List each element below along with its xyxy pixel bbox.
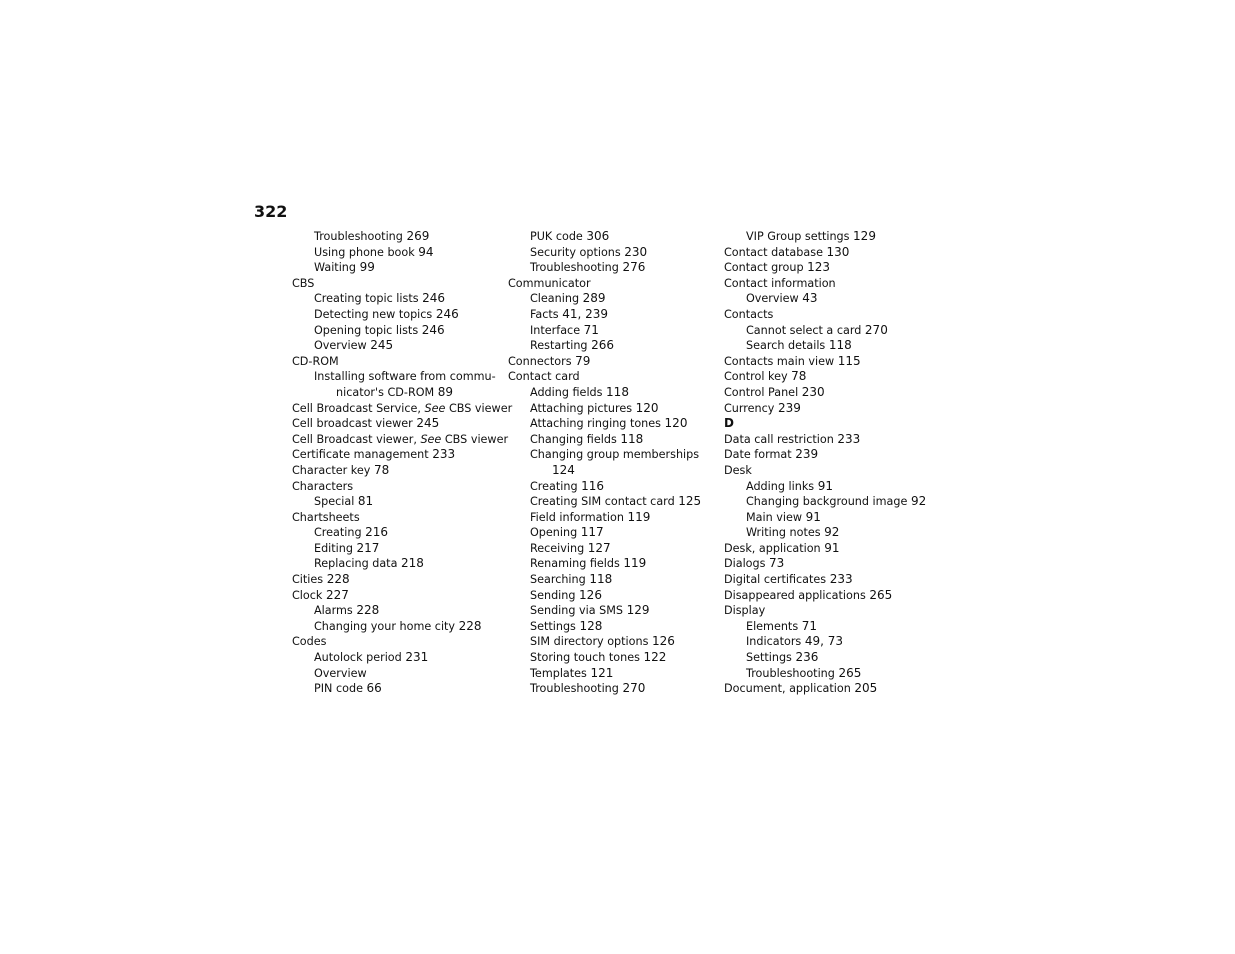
index-subentry bbox=[508, 229, 723, 245]
index-subentry bbox=[292, 556, 507, 572]
entry-term: Date format bbox=[724, 448, 792, 462]
index-subentry bbox=[508, 385, 723, 401]
entry-term: Digital certificates bbox=[724, 573, 827, 587]
index-subentry bbox=[508, 432, 723, 448]
entry-term: Changing group memberships bbox=[530, 448, 700, 462]
entry-term: Contact card bbox=[508, 370, 580, 384]
index-subentry bbox=[292, 229, 507, 245]
page-reference: 94 bbox=[418, 244, 434, 259]
index-subentry bbox=[508, 510, 723, 526]
index-entry bbox=[724, 369, 939, 385]
see-target: CBS viewer bbox=[448, 401, 513, 415]
index-subentry bbox=[292, 323, 507, 339]
entry-term: PUK code bbox=[530, 230, 583, 243]
entry-term: Waiting bbox=[314, 261, 356, 275]
entry-term: Alarms bbox=[314, 604, 353, 618]
index-subentry bbox=[508, 291, 723, 307]
entry-term: Adding links bbox=[746, 479, 815, 493]
entry-term: Connectors bbox=[508, 354, 572, 368]
page-reference: 91 bbox=[817, 478, 833, 493]
page-reference: 233 bbox=[829, 572, 853, 587]
entry-term: Facts bbox=[530, 307, 559, 321]
entry-term: Document, application bbox=[724, 682, 851, 696]
index-entry bbox=[292, 401, 513, 417]
entry-term: Autolock period bbox=[314, 651, 402, 665]
page-reference: 118 bbox=[589, 572, 613, 587]
index-subentry bbox=[292, 245, 507, 261]
page-reference: 246 bbox=[435, 306, 459, 321]
page-reference: 228 bbox=[356, 603, 380, 618]
entry-term: Desk, application bbox=[724, 541, 821, 555]
entry-term: Data call restriction bbox=[724, 432, 834, 446]
entry-term: Detecting new topics bbox=[314, 307, 433, 321]
entry-term: Troubleshooting bbox=[746, 666, 835, 680]
entry-term: Certificate management bbox=[292, 448, 429, 462]
entry-term: Character key bbox=[292, 463, 371, 477]
page-reference: 228 bbox=[326, 572, 350, 587]
page-reference: 306 bbox=[586, 229, 610, 243]
index-subentry bbox=[508, 541, 723, 557]
index-entry bbox=[292, 276, 507, 292]
index-subentry bbox=[508, 307, 723, 323]
page-reference: 121 bbox=[590, 665, 614, 680]
entry-term: Restarting bbox=[530, 339, 588, 353]
entry-term: Cleaning bbox=[530, 292, 580, 306]
page-reference: 125 bbox=[678, 494, 702, 509]
index-entry bbox=[724, 447, 939, 463]
entry-term: Opening topic lists bbox=[314, 323, 419, 337]
entry-term: Chartsheets bbox=[292, 510, 360, 524]
index-subentry bbox=[292, 307, 507, 323]
index-entry bbox=[724, 307, 939, 323]
index-entry-continuation bbox=[292, 385, 507, 401]
index-entry bbox=[724, 432, 939, 448]
index-column-3 bbox=[724, 229, 939, 697]
index-entry bbox=[724, 572, 939, 588]
entry-term: Desk bbox=[724, 463, 752, 477]
entry-term: Renaming fields bbox=[530, 557, 620, 571]
page-reference: 71 bbox=[583, 322, 599, 337]
index-subentry bbox=[724, 494, 939, 510]
page-reference: 128 bbox=[579, 618, 603, 633]
entry-term: Adding fields bbox=[530, 385, 603, 399]
see-reference: See bbox=[420, 432, 442, 446]
index-entry bbox=[292, 510, 507, 526]
index-entry bbox=[508, 369, 723, 385]
page-reference: 118 bbox=[620, 431, 644, 446]
index-subentry bbox=[508, 666, 723, 682]
entry-term: Attaching ringing tones bbox=[530, 417, 661, 431]
index-subentry bbox=[292, 603, 507, 619]
page-reference: 126 bbox=[579, 587, 602, 602]
index-entry bbox=[508, 276, 723, 292]
page-reference: 49, 73 bbox=[804, 634, 843, 649]
index-subentry bbox=[724, 338, 939, 354]
page-reference: 129 bbox=[853, 229, 876, 243]
index-entry bbox=[724, 463, 939, 479]
entry-term: Contact information bbox=[724, 276, 836, 290]
index-subentry bbox=[292, 541, 507, 557]
index-entry bbox=[292, 463, 507, 479]
entry-term: Overview bbox=[314, 339, 367, 353]
entry-term: Using phone book bbox=[314, 245, 415, 259]
page-reference: 228 bbox=[458, 618, 482, 633]
entry-term: Editing bbox=[314, 541, 353, 555]
index-subentry bbox=[508, 323, 723, 339]
index-entry bbox=[724, 588, 939, 604]
index-subentry bbox=[724, 323, 939, 339]
entry-term: Cannot select a card bbox=[746, 323, 862, 337]
index-subentry bbox=[292, 260, 507, 276]
entry-term: Troubleshooting bbox=[314, 230, 403, 243]
index-subentry bbox=[292, 494, 507, 510]
page-reference: 130 bbox=[826, 244, 850, 259]
index-subentry bbox=[724, 291, 939, 307]
page-reference: 92 bbox=[824, 525, 840, 540]
index-column-2 bbox=[508, 229, 723, 697]
index-entry bbox=[508, 354, 723, 370]
page-reference: 245 bbox=[370, 338, 394, 353]
entry-term: Codes bbox=[292, 635, 327, 649]
page-reference: 227 bbox=[325, 587, 349, 602]
page-reference: 129 bbox=[626, 603, 650, 618]
page-reference: 216 bbox=[365, 525, 389, 540]
index-entry bbox=[292, 416, 507, 432]
page-reference: 230 bbox=[624, 244, 648, 259]
entry-term: CD-ROM bbox=[292, 354, 339, 368]
entry-term: nicator's CD-ROM bbox=[336, 385, 435, 399]
page-reference: 127 bbox=[587, 540, 611, 555]
index-subentry bbox=[508, 479, 723, 495]
index-subentry bbox=[508, 588, 723, 604]
entry-term: Search details bbox=[746, 339, 826, 353]
index-subentry bbox=[508, 650, 723, 666]
index-entry bbox=[724, 603, 939, 619]
index-subentry bbox=[508, 416, 723, 432]
page-reference: 266 bbox=[591, 338, 614, 353]
index-subentry bbox=[508, 245, 723, 261]
see-reference: See bbox=[424, 401, 446, 415]
entry-term: Cell Broadcast Service, bbox=[292, 401, 425, 415]
index-entry bbox=[724, 556, 939, 572]
index-subentry bbox=[724, 634, 939, 650]
index-subentry bbox=[292, 650, 507, 666]
page-reference: 218 bbox=[401, 556, 424, 571]
entry-term: Writing notes bbox=[746, 526, 821, 540]
page-reference: 217 bbox=[356, 540, 380, 555]
entry-term: Overview bbox=[746, 292, 799, 306]
entry-term: Control key bbox=[724, 370, 788, 384]
entry-term: CBS bbox=[292, 276, 315, 290]
entry-term: Changing fields bbox=[530, 432, 617, 446]
index-subentry bbox=[508, 494, 723, 510]
index-subentry bbox=[508, 447, 723, 463]
entry-term: Currency bbox=[724, 401, 775, 415]
entry-term: Replacing data bbox=[314, 557, 398, 571]
page-reference: 66 bbox=[366, 681, 382, 696]
entry-term: Opening bbox=[530, 526, 578, 540]
index-subentry bbox=[292, 619, 507, 635]
index-entry bbox=[292, 354, 507, 370]
entry-term: Indicators bbox=[746, 635, 802, 649]
entry-term: Contacts bbox=[724, 307, 774, 321]
page-reference: 270 bbox=[864, 322, 888, 337]
entry-term: Control Panel bbox=[724, 385, 799, 399]
page-reference: 81 bbox=[357, 494, 374, 509]
index-subentry bbox=[724, 650, 939, 666]
page-reference: 123 bbox=[807, 260, 831, 275]
page-reference: 119 bbox=[627, 509, 651, 524]
index-subentry bbox=[724, 619, 939, 635]
entry-term: Characters bbox=[292, 479, 354, 493]
index-entry bbox=[292, 572, 507, 588]
page-reference: 41, 239 bbox=[562, 306, 609, 321]
index-subentry bbox=[508, 681, 723, 697]
entry-term: Attaching pictures bbox=[530, 401, 633, 415]
entry-term: Clock bbox=[292, 588, 323, 602]
page-reference: 239 bbox=[777, 400, 801, 415]
page-reference: 276 bbox=[622, 260, 646, 275]
index-entry bbox=[724, 385, 939, 401]
entry-term: Cell Broadcast viewer, bbox=[292, 432, 421, 446]
page-reference: 124 bbox=[552, 462, 575, 477]
entry-term: Changing background image bbox=[746, 495, 908, 509]
entry-term: Disappeared applications bbox=[724, 588, 866, 602]
page-reference: 265 bbox=[838, 665, 862, 680]
page-reference: 233 bbox=[837, 431, 861, 446]
index-entry bbox=[292, 588, 507, 604]
index-subentry bbox=[292, 291, 507, 307]
page-reference: 236 bbox=[795, 650, 819, 665]
index-subentry bbox=[508, 619, 723, 635]
index-entry bbox=[724, 245, 939, 261]
entry-term: Templates bbox=[530, 666, 587, 680]
entry-term: Contact database bbox=[724, 245, 823, 259]
index-subentry bbox=[508, 572, 723, 588]
entry-term: Cell broadcast viewer bbox=[292, 417, 413, 431]
page-reference: 265 bbox=[869, 587, 893, 602]
index-subentry bbox=[292, 681, 507, 697]
page-reference: 78 bbox=[791, 369, 807, 384]
entry-term: Searching bbox=[530, 573, 586, 587]
page-reference: 118 bbox=[828, 338, 852, 353]
entry-term: VIP Group settings bbox=[746, 230, 850, 243]
page-reference: 205 bbox=[854, 681, 878, 696]
index-subentry bbox=[292, 525, 507, 541]
entry-term: Creating topic lists bbox=[314, 292, 419, 306]
entry-term: Sending bbox=[530, 588, 576, 602]
page-reference: 289 bbox=[582, 291, 606, 306]
entry-term: Troubleshooting bbox=[530, 261, 619, 275]
page-number: 322 bbox=[254, 202, 288, 221]
index-entry bbox=[292, 634, 507, 650]
entry-term: SIM directory options bbox=[530, 635, 649, 649]
index-entry bbox=[724, 354, 939, 370]
entry-term: Receiving bbox=[530, 541, 585, 555]
entry-term: Field information bbox=[530, 510, 624, 524]
index-subentry bbox=[508, 556, 723, 572]
entry-term: Cities bbox=[292, 573, 324, 587]
page-reference: 119 bbox=[623, 556, 647, 571]
page-reference: 79 bbox=[575, 353, 591, 368]
page-reference: 115 bbox=[837, 353, 861, 368]
index-entry bbox=[724, 681, 939, 697]
index-subentry bbox=[724, 479, 939, 495]
index-entry-continuation bbox=[508, 463, 723, 479]
index-subentry bbox=[508, 401, 723, 417]
see-target: CBS viewer bbox=[444, 432, 509, 446]
page-reference: 245 bbox=[416, 416, 440, 431]
entry-term: Troubleshooting bbox=[530, 682, 619, 696]
entry-term: Creating SIM contact card bbox=[530, 495, 675, 509]
page-reference: 239 bbox=[795, 447, 819, 462]
index-subentry bbox=[292, 369, 507, 385]
index-subentry bbox=[508, 634, 723, 650]
index-entry bbox=[292, 479, 507, 495]
index-entry bbox=[724, 541, 939, 557]
page-reference: 91 bbox=[805, 509, 821, 524]
entry-term: Interface bbox=[530, 323, 581, 337]
index-entry bbox=[724, 401, 939, 417]
index-subentry bbox=[508, 525, 723, 541]
index-subentry bbox=[724, 666, 939, 682]
index-column-1 bbox=[292, 229, 513, 697]
index-subentry bbox=[724, 525, 939, 541]
page-reference: 230 bbox=[801, 384, 825, 399]
entry-term: Sending via SMS bbox=[530, 604, 624, 618]
entry-term: Contacts main view bbox=[724, 354, 835, 368]
page-reference: 231 bbox=[405, 650, 429, 665]
entry-term: Changing your home city bbox=[314, 619, 456, 633]
entry-term: Special bbox=[314, 495, 355, 509]
page-reference: 126 bbox=[651, 634, 675, 649]
page-reference: 71 bbox=[801, 618, 817, 633]
entry-term: Settings bbox=[746, 651, 792, 665]
page-reference: 120 bbox=[664, 416, 688, 431]
page-reference: 116 bbox=[581, 478, 605, 493]
index-subentry bbox=[724, 229, 939, 245]
entry-term: Security options bbox=[530, 245, 621, 259]
entry-term: Creating bbox=[314, 526, 362, 540]
index-subentry bbox=[292, 338, 507, 354]
page-reference: 270 bbox=[622, 681, 646, 696]
index-subentry bbox=[508, 338, 723, 354]
page-reference: 92 bbox=[910, 494, 927, 509]
page-reference: 73 bbox=[769, 556, 785, 571]
entry-term: Elements bbox=[746, 619, 799, 633]
entry-term: Creating bbox=[530, 479, 578, 493]
page-reference: 246 bbox=[422, 291, 446, 306]
page-reference: 233 bbox=[432, 447, 456, 462]
entry-term: Contact group bbox=[724, 261, 804, 275]
entry-term: Main view bbox=[746, 510, 803, 524]
page-reference: 118 bbox=[606, 384, 629, 399]
entry-term: Display bbox=[724, 604, 766, 618]
page-reference: 117 bbox=[580, 525, 604, 540]
page-reference: 122 bbox=[643, 650, 667, 665]
index-subentry bbox=[724, 510, 939, 526]
section-letter: D bbox=[724, 416, 734, 431]
entry-term: Storing touch tones bbox=[530, 651, 640, 665]
page-reference: 91 bbox=[824, 540, 840, 555]
index-subentry bbox=[292, 666, 507, 682]
entry-term: Installing software from commu- bbox=[314, 370, 496, 384]
page-reference: 99 bbox=[359, 260, 375, 275]
index-entry bbox=[724, 276, 939, 292]
index-entry bbox=[292, 432, 507, 448]
page-reference: 246 bbox=[421, 322, 445, 337]
page-reference: 120 bbox=[635, 400, 659, 415]
index-entry bbox=[724, 260, 939, 276]
entry-term: Communicator bbox=[508, 276, 591, 290]
entry-term: PIN code bbox=[314, 682, 363, 696]
index-subentry bbox=[508, 603, 723, 619]
page-reference: 89 bbox=[437, 384, 454, 399]
entry-term: Overview bbox=[314, 666, 367, 680]
index-entry bbox=[292, 447, 507, 463]
page-reference: 78 bbox=[373, 462, 390, 477]
page-reference: 269 bbox=[406, 229, 430, 243]
page-reference: 43 bbox=[802, 291, 818, 306]
entry-term: Dialogs bbox=[724, 557, 766, 571]
index-subentry bbox=[508, 260, 723, 276]
entry-term: Settings bbox=[530, 619, 576, 633]
